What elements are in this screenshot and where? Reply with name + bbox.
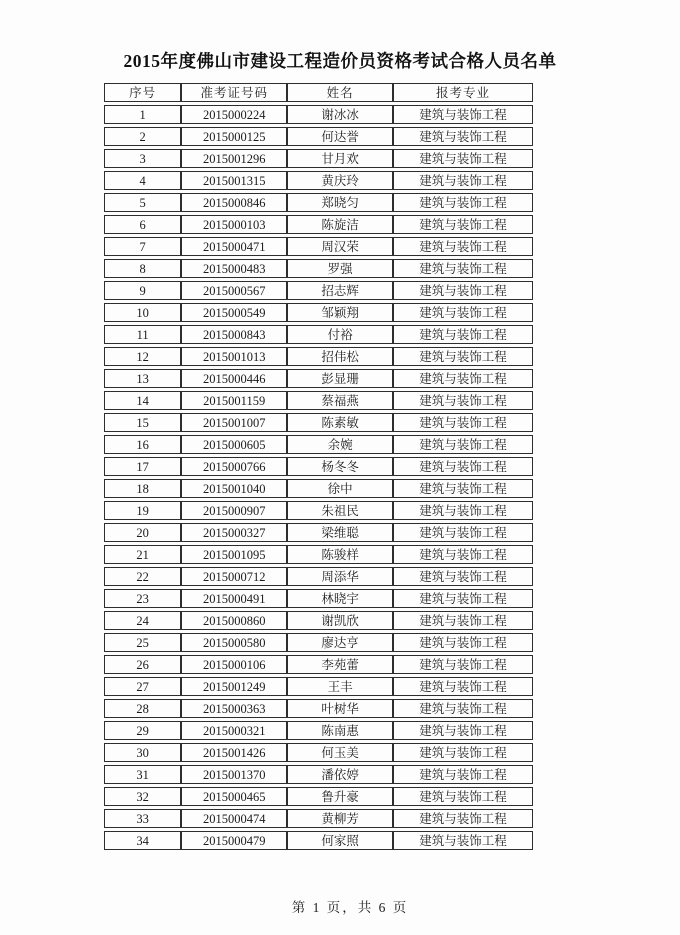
table-row — [104, 545, 533, 564]
row-index: 24 — [104, 611, 181, 630]
candidate-name: 杨冬冬 — [287, 457, 393, 476]
row-index: 33 — [104, 809, 181, 828]
table-row — [104, 523, 533, 542]
candidate-name: 叶树华 — [287, 699, 393, 718]
major: 建筑与装饰工程 — [393, 391, 533, 410]
admission-number: 2015000363 — [181, 699, 287, 718]
major: 建筑与装饰工程 — [393, 567, 533, 586]
row-index: 12 — [104, 347, 181, 366]
major: 建筑与装饰工程 — [393, 281, 533, 300]
admission-number: 2015000580 — [181, 633, 287, 652]
table-row — [104, 149, 533, 168]
table-row — [104, 809, 533, 828]
row-index: 21 — [104, 545, 181, 564]
admission-number: 2015000483 — [181, 259, 287, 278]
admission-number: 2015001007 — [181, 413, 287, 432]
admission-number: 2015001159 — [181, 391, 287, 410]
major: 建筑与装饰工程 — [393, 457, 533, 476]
row-index: 26 — [104, 655, 181, 674]
column-header-admission-number: 准考证号码 — [181, 83, 287, 102]
table-row — [104, 567, 533, 586]
row-index: 13 — [104, 369, 181, 388]
admission-number: 2015000860 — [181, 611, 287, 630]
candidate-name: 周添华 — [287, 567, 393, 586]
admission-number: 2015000712 — [181, 567, 287, 586]
table-row — [104, 765, 533, 784]
candidate-name: 邹颖翔 — [287, 303, 393, 322]
column-header-row-index: 序号 — [104, 83, 181, 102]
row-index: 23 — [104, 589, 181, 608]
major: 建筑与装饰工程 — [393, 765, 533, 784]
major: 建筑与装饰工程 — [393, 677, 533, 696]
admission-number: 2015000446 — [181, 369, 287, 388]
major: 建筑与装饰工程 — [393, 787, 533, 806]
table-row — [104, 699, 533, 718]
admission-number: 2015000567 — [181, 281, 287, 300]
roster-table — [104, 80, 533, 853]
table-row — [104, 347, 533, 366]
row-index: 9 — [104, 281, 181, 300]
row-index: 3 — [104, 149, 181, 168]
admission-number: 2015000846 — [181, 193, 287, 212]
candidate-name: 陈素敏 — [287, 413, 393, 432]
table-row — [104, 831, 533, 850]
table-row — [104, 633, 533, 652]
row-index: 16 — [104, 435, 181, 454]
major: 建筑与装饰工程 — [393, 809, 533, 828]
table-row — [104, 259, 533, 278]
major: 建筑与装饰工程 — [393, 743, 533, 762]
candidate-name: 谢凯欣 — [287, 611, 393, 630]
row-index: 10 — [104, 303, 181, 322]
row-index: 7 — [104, 237, 181, 256]
row-index: 32 — [104, 787, 181, 806]
major: 建筑与装饰工程 — [393, 501, 533, 520]
table-row — [104, 127, 533, 146]
major: 建筑与装饰工程 — [393, 149, 533, 168]
row-index: 31 — [104, 765, 181, 784]
table-row — [104, 237, 533, 256]
candidate-name: 招志辉 — [287, 281, 393, 300]
row-index: 25 — [104, 633, 181, 652]
admission-number: 2015000103 — [181, 215, 287, 234]
admission-number: 2015000471 — [181, 237, 287, 256]
page-footer: 第 1 页，共 6 页 — [291, 900, 409, 915]
table-row — [104, 435, 533, 454]
major: 建筑与装饰工程 — [393, 303, 533, 322]
candidate-name: 郑晓匀 — [287, 193, 393, 212]
candidate-name: 招伟松 — [287, 347, 393, 366]
candidate-name: 梁维聪 — [287, 523, 393, 542]
candidate-name: 罗强 — [287, 259, 393, 278]
admission-number: 2015000766 — [181, 457, 287, 476]
row-index: 15 — [104, 413, 181, 432]
major: 建筑与装饰工程 — [393, 611, 533, 630]
major: 建筑与装饰工程 — [393, 655, 533, 674]
page-title: 2015年度佛山市建设工程造价员资格考试合格人员名单 — [123, 51, 557, 71]
admission-number: 2015000907 — [181, 501, 287, 520]
row-index: 19 — [104, 501, 181, 520]
table-row — [104, 589, 533, 608]
candidate-name: 谢冰冰 — [287, 105, 393, 124]
admission-number: 2015001296 — [181, 149, 287, 168]
row-index: 2 — [104, 127, 181, 146]
candidate-name: 鲁升豪 — [287, 787, 393, 806]
candidate-name: 周汉荣 — [287, 237, 393, 256]
admission-number: 2015000465 — [181, 787, 287, 806]
header-row — [104, 83, 533, 102]
admission-number: 2015000224 — [181, 105, 287, 124]
table-row — [104, 655, 533, 674]
table-row — [104, 105, 533, 124]
admission-number: 2015000321 — [181, 721, 287, 740]
row-index: 4 — [104, 171, 181, 190]
table-row — [104, 413, 533, 432]
candidate-name: 余婉 — [287, 435, 393, 454]
table-row — [104, 457, 533, 476]
candidate-name: 付裕 — [287, 325, 393, 344]
admission-number: 2015001249 — [181, 677, 287, 696]
table-row — [104, 787, 533, 806]
table-row — [104, 721, 533, 740]
column-header-candidate-name: 姓名 — [287, 83, 393, 102]
table-row — [104, 479, 533, 498]
major: 建筑与装饰工程 — [393, 413, 533, 432]
table-row — [104, 743, 533, 762]
major: 建筑与装饰工程 — [393, 259, 533, 278]
admission-number: 2015000605 — [181, 435, 287, 454]
row-index: 5 — [104, 193, 181, 212]
candidate-name: 王丰 — [287, 677, 393, 696]
admission-number: 2015000491 — [181, 589, 287, 608]
row-index: 11 — [104, 325, 181, 344]
admission-number: 2015001013 — [181, 347, 287, 366]
major: 建筑与装饰工程 — [393, 633, 533, 652]
table-head — [104, 83, 533, 102]
candidate-name: 何玉美 — [287, 743, 393, 762]
candidate-name: 黄庆玲 — [287, 171, 393, 190]
major: 建筑与装饰工程 — [393, 347, 533, 366]
row-index: 17 — [104, 457, 181, 476]
row-index: 20 — [104, 523, 181, 542]
table-row — [104, 391, 533, 410]
candidate-name: 蔡福燕 — [287, 391, 393, 410]
row-index: 1 — [104, 105, 181, 124]
major: 建筑与装饰工程 — [393, 435, 533, 454]
admission-number: 2015000327 — [181, 523, 287, 542]
admission-number: 2015000549 — [181, 303, 287, 322]
major: 建筑与装饰工程 — [393, 237, 533, 256]
row-index: 27 — [104, 677, 181, 696]
major: 建筑与装饰工程 — [393, 171, 533, 190]
table-row — [104, 325, 533, 344]
candidate-name: 何家照 — [287, 831, 393, 850]
major: 建筑与装饰工程 — [393, 523, 533, 542]
admission-number: 2015000479 — [181, 831, 287, 850]
candidate-name: 彭显珊 — [287, 369, 393, 388]
major: 建筑与装饰工程 — [393, 721, 533, 740]
row-index: 29 — [104, 721, 181, 740]
table-row — [104, 171, 533, 190]
row-index: 14 — [104, 391, 181, 410]
row-index: 18 — [104, 479, 181, 498]
major: 建筑与装饰工程 — [393, 479, 533, 498]
column-header-major: 报考专业 — [393, 83, 533, 102]
row-index: 6 — [104, 215, 181, 234]
candidate-name: 潘依婷 — [287, 765, 393, 784]
admission-number: 2015000843 — [181, 325, 287, 344]
table-row — [104, 677, 533, 696]
major: 建筑与装饰工程 — [393, 369, 533, 388]
major: 建筑与装饰工程 — [393, 325, 533, 344]
candidate-name: 李苑蕾 — [287, 655, 393, 674]
candidate-name: 廖达亨 — [287, 633, 393, 652]
admission-number: 2015000474 — [181, 809, 287, 828]
table-row — [104, 193, 533, 212]
major: 建筑与装饰工程 — [393, 127, 533, 146]
candidate-name: 徐中 — [287, 479, 393, 498]
table-row — [104, 303, 533, 322]
row-index: 34 — [104, 831, 181, 850]
major: 建筑与装饰工程 — [393, 589, 533, 608]
admission-number: 2015000125 — [181, 127, 287, 146]
admission-number: 2015001040 — [181, 479, 287, 498]
candidate-name: 朱祖民 — [287, 501, 393, 520]
admission-number: 2015000106 — [181, 655, 287, 674]
admission-number: 2015001095 — [181, 545, 287, 564]
major: 建筑与装饰工程 — [393, 105, 533, 124]
candidate-name: 黄柳芳 — [287, 809, 393, 828]
major: 建筑与装饰工程 — [393, 545, 533, 564]
admission-number: 2015001426 — [181, 743, 287, 762]
row-index: 28 — [104, 699, 181, 718]
table-row — [104, 281, 533, 300]
row-index: 30 — [104, 743, 181, 762]
table-row — [104, 611, 533, 630]
candidate-name: 陈旋洁 — [287, 215, 393, 234]
candidate-name: 林晓宇 — [287, 589, 393, 608]
admission-number: 2015001315 — [181, 171, 287, 190]
row-index: 8 — [104, 259, 181, 278]
candidate-name: 何达誉 — [287, 127, 393, 146]
major: 建筑与装饰工程 — [393, 699, 533, 718]
candidate-name: 陈南惠 — [287, 721, 393, 740]
table-row — [104, 501, 533, 520]
admission-number: 2015001370 — [181, 765, 287, 784]
table-row — [104, 215, 533, 234]
major: 建筑与装饰工程 — [393, 215, 533, 234]
table-body — [104, 105, 533, 850]
candidate-name: 陈骏样 — [287, 545, 393, 564]
major: 建筑与装饰工程 — [393, 193, 533, 212]
row-index: 22 — [104, 567, 181, 586]
table-row — [104, 369, 533, 388]
candidate-name: 甘月欢 — [287, 149, 393, 168]
major: 建筑与装饰工程 — [393, 831, 533, 850]
